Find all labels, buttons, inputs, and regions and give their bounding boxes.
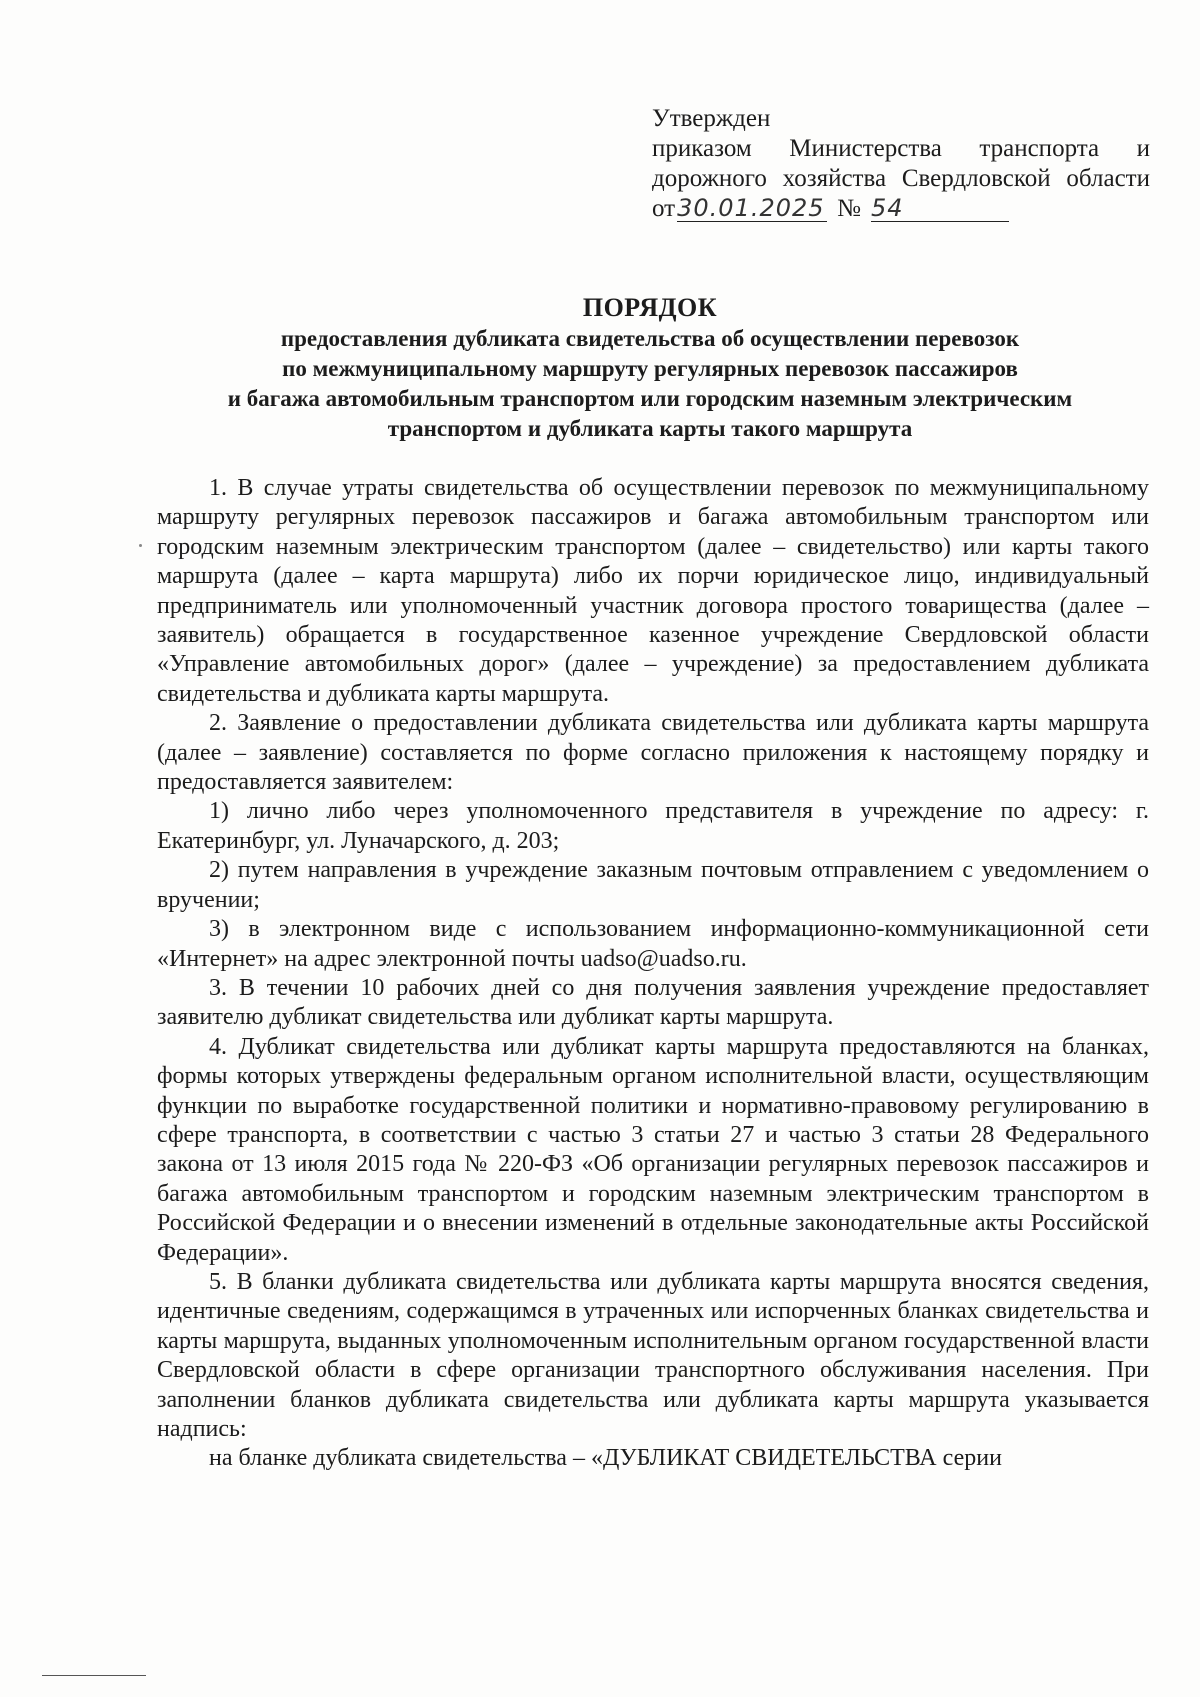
- title-main: ПОРЯДОК: [582, 293, 718, 322]
- paragraph-4: 4. Дубликат свидетельства или дубликат карты маршрута предоставляются на бланках, формы которых утверждены федеральным органом исполнительной власти, осуществляющим функции по выработке государственной политики и нормативно-правовому регулированию в сфере транспорта, в соответствии с частью 3 статьи 27 и частью 3 статьи 28 Федерального закона от 13 июля 2015 года № 220-ФЗ «Об организации регулярных перевозок пассажиров и багажа автомобильным транспортом и городским наземным электрическим транспортом в Российской Федерации и о внесении изменений в отдельные законодательные акты Российской Федерации».: [157, 1033, 1149, 1266]
- footer-rule: [42, 1675, 146, 1676]
- paragraph-2-item-2: 2) путем направления в учреждение заказным почтовым отправлением с уведомлением о вручении;: [157, 857, 1149, 913]
- approval-block: [652, 104, 1150, 224]
- document-body: [157, 474, 1149, 1474]
- date-prefix: от: [652, 195, 676, 222]
- handwritten-date: 30.01.2025: [677, 195, 827, 222]
- title-line-2: по межмуниципальному маршруту регулярных перевозок пассажиров: [282, 356, 1018, 381]
- title-line-4: транспортом и дубликата карты такого маршрута: [387, 416, 913, 441]
- paragraph-5-continuation: на бланке дубликата свидетельства – «ДУБЛИКАТ СВИДЕТЕЛЬСТВА серии: [209, 1445, 1002, 1472]
- paragraph-2: 2. Заявление о предоставлении дубликата свидетельства или дубликата карты маршрута (далее – заявление) составляется по форме согласно приложения к настоящему порядку и предоставляется заявителем:: [157, 710, 1149, 796]
- paragraph-1: 1. В случае утраты свидетельства об осуществлении перевозок по межмуниципальному маршруту регулярных перевозок пассажиров и багажа автомобильным транспортом или городским наземным электрическим транспортом (далее – свидетельство) или карты такого маршрута (далее – карта маршрута) либо их порчи юридическое лицо, индивидуальный предприниматель или уполномоченный участник договора простого товарищества (далее – заявитель) обращается в государственное казенное учреждение Свердловской области «Управление автомобильных дорог» (далее – учреждение) за предоставлением дубликата свидетельства и дубликата карты маршрута.: [157, 475, 1149, 707]
- document-title: [150, 292, 1150, 444]
- paragraph-2-item-1: 1) лично либо через уполномоченного представителя в учреждение по адресу: г. Екатеринбург, ул. Луначарского, д. 203;: [157, 798, 1149, 854]
- title-line-1: предоставления дубликата свидетельства об осуществлении перевозок: [280, 326, 1020, 351]
- paragraph-3: 3. В течении 10 рабочих дней со дня получения заявления учреждение предоставляет заявителю дубликат свидетельства или дубликат карты маршрута.: [157, 974, 1149, 1031]
- title-line-3: и багажа автомобильным транспортом или городским наземным электрическим: [227, 386, 1073, 411]
- paragraph-5: 5. В бланки дубликата свидетельства или дубликата карты маршрута вносятся сведения, идентичные сведениям, содержащимся в утраченных или испорченных бланках свидетельства и карты маршрута, выданных уполномоченным исполнительным органом государственной власти Свердловской области в сфере организации транспортного обслуживания населения. При заполнении бланков дубликата свидетельства или дубликата карты маршрута указывается надпись:: [157, 1268, 1149, 1442]
- paragraph-2-item-3: 3) в электронном виде с использованием информационно-коммуникационной сети «Интернет» на адрес электронной почты uadso@uadso.ru.: [157, 916, 1149, 972]
- number-sign: №: [837, 195, 861, 222]
- approval-line-1: Утвержден: [652, 105, 771, 132]
- approval-date-line: [652, 194, 1150, 224]
- approval-line-3: дорожного хозяйства Свердловской области: [652, 165, 1150, 192]
- scan-speck: [139, 544, 142, 547]
- handwritten-number: 54: [871, 195, 1009, 222]
- approval-line-2: приказом Министерства транспорта и: [652, 135, 1150, 162]
